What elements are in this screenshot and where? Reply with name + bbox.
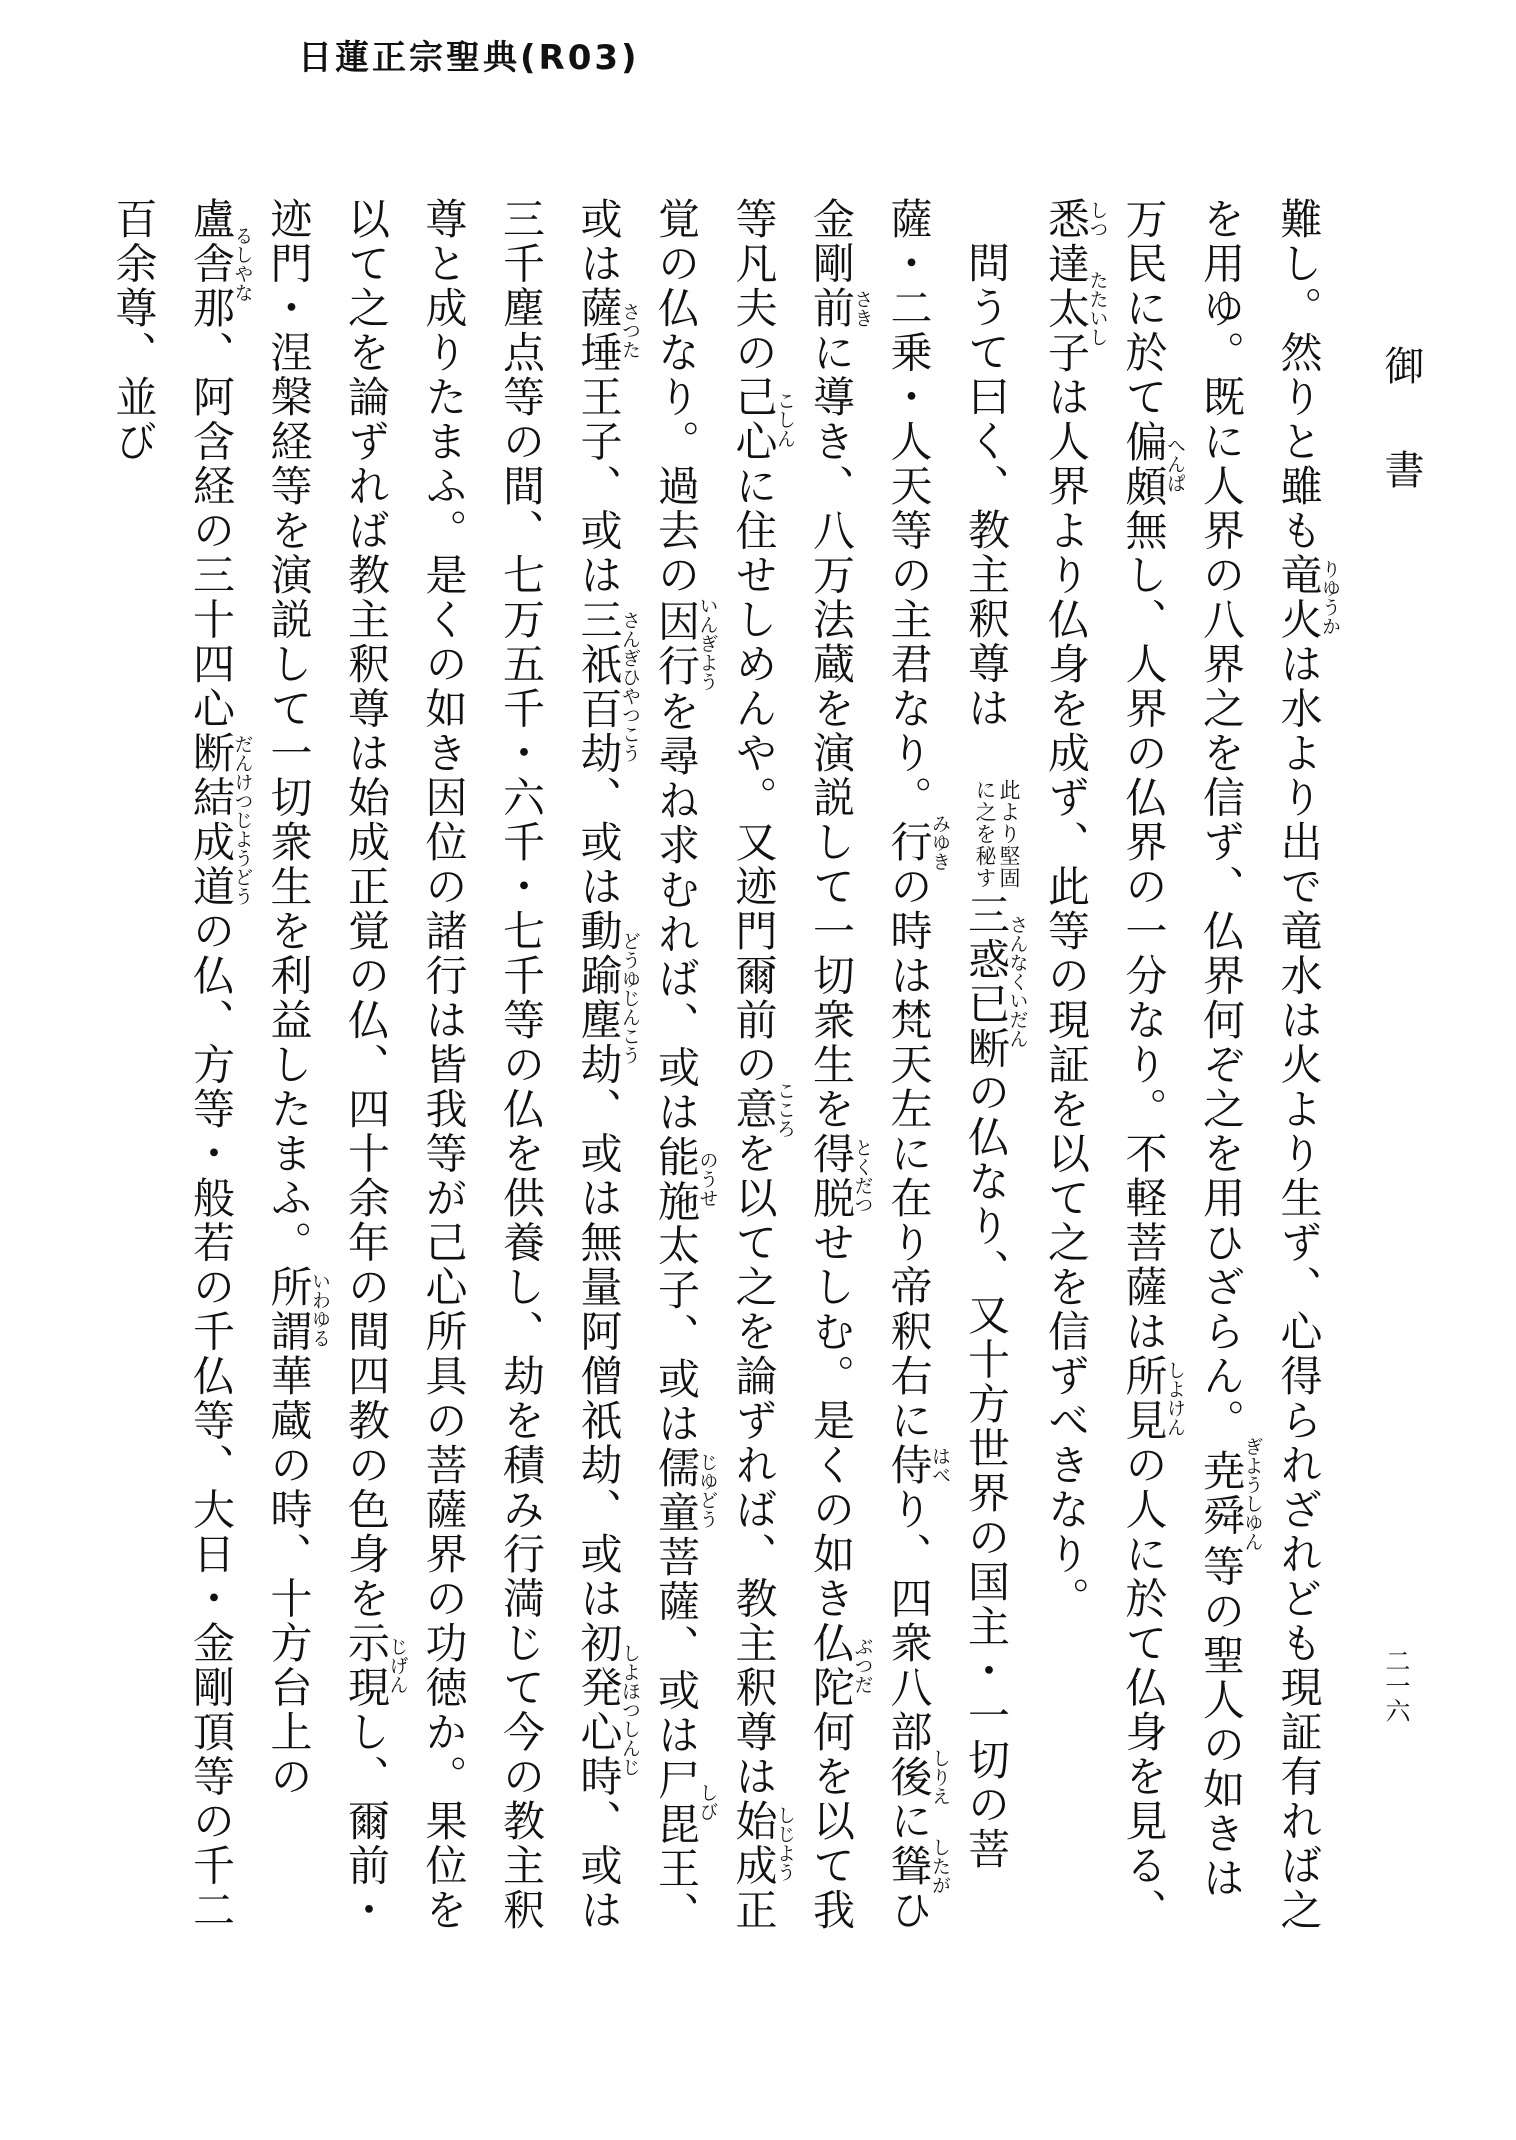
ruby-annotated-word: 三祇百劫さんぎひやつこう [574,597,641,776]
ruby-annotated-word: 尸毘しび [652,1757,719,1847]
ruby-annotated-word: 行みゆき [884,813,951,871]
ruby-annotated-word: 動踰塵劫どうゆじんこう [574,909,641,1087]
ruby-annotated-word: 達太子たたいし [1042,241,1109,375]
ruby-annotated-word: 尭舜ぎようしゆん [1197,1436,1264,1551]
ruby-annotated-word: 悉しつ [1042,197,1109,242]
ruby-annotated-word: 儒童じゆどう [652,1446,719,1535]
ruby-annotated-word: 所謂いわゆる [264,1265,331,1354]
ruby-annotated-word: 示現じげん [342,1621,409,1710]
ruby-annotated-word: 断結成道だんけつじようどう [187,731,254,909]
page-header-title: 日蓮正宗聖典(R03) [298,38,640,78]
ruby-annotated-word: 前さき [807,286,874,331]
paragraph: 問うて曰く、教主釈尊は 此より堅固 に之を秘す 三惑已断さんなくいだんの仏なり、又十方世界の国主・一切の菩薩・二乗・人天等の主君なり。行みゆきの時は梵天左に在り帝釈右に侍はべり、四衆八部後しりえに聳したがひ金剛前さきに導き、八万法蔵を演説して一切衆生を得脱とくだつせしむ。是くの如き仏陀ぶつだ何を以て我等凡夫の己心こしんに住せしめんや。又迹門爾前の意こころを以て之を論ずれば、教主釈尊は始成しじよう正覚の仏なり。過去の因行いんぎようを尋ね求むれば、或は能施のうせ太子、或は儒童じゆどう菩薩、或は尸毘しび王、或は薩埵さつた王子、或は三祇百劫さんぎひやつこう、或は動踰塵劫どうゆじんこう、或は無量阿僧祇劫、或は初発心時しよほつしんじ、或は三千塵点等の間、七万五千・六千・七千等の仏を供養し、劫を積み行満じて今の教主釈尊と成りたまふ。是くの如き因位の諸行は皆我等が己心所具の菩薩界の功徳か。果位を以て之を論ずれば教主釈尊は始成正覚の仏、四十余年の間四教の色身を示現じげんし、爾前・迹門・涅槃経等を演説して一切衆生を利益したまふ。所謂いわゆる華蔵の時、十方台上の盧舎那るしやな、阿含経の三十四心断結成道だんけつじようどうの仏、方等・般若の千仏等、大日・金剛頂等の千二百余尊、並び [109,197,1029,1936]
ruby-annotated-word: 始成しじよう [729,1799,796,1888]
ruby-annotated-word: 意こころ [729,1080,796,1138]
ruby-annotated-word: 己心こしん [729,375,796,464]
ruby-annotated-word: 後しりえ [884,1748,951,1806]
body-text [95,197,1340,1939]
warichu-line: に之を秘す [973,778,997,889]
ruby-annotated-word: 盧舎那るしやな [187,197,254,331]
ruby-annotated-word: 所見しよけん [1119,1354,1186,1443]
ruby-annotated-word: 三惑已断さんなくいだん [962,892,1029,1071]
ruby-annotated-word: 薩埵さつた [574,286,641,375]
paragraph: 難し。然りと雖も竜火りゆうかは水より出で竜水は火より生ず、心得られざれども現証有れば之を用ゆ。既に人界の八界之を信ず、仏界何ぞ之を用ひざらん。尭舜ぎようしゆん等の聖人の如きは万民に於て偏頗へんぱ無し、人界の仏界の一分なり。不軽菩薩は所見しよけんの人に於て仏身を見る、悉しつ達太子たたいしは人界より仏身を成ず、此等の現証を以て之を信ずべきなり。 [1042,197,1341,1933]
ruby-annotated-word: 得脱とくだつ [807,1131,874,1221]
ruby-annotated-word: 能施のうせ [652,1134,719,1224]
ruby-annotated-word: 聳したが [884,1837,951,1895]
warichu-inline-note [973,735,1021,889]
margin-label-gosho: 御書 [1378,345,1424,553]
ruby-annotated-word: 侍はべ [884,1443,951,1488]
ruby-annotated-word: 因行いんぎよう [652,596,719,691]
ruby-annotated-word: 初発心時しよほつしんじ [574,1621,641,1799]
ruby-annotated-word: 仏陀ぶつだ [807,1621,874,1710]
ruby-annotated-word: 竜火りゆうか [1274,553,1341,642]
warichu-line: 此より堅固 [997,778,1021,889]
page-number: 二一六 [1382,1648,1411,1723]
ruby-annotated-word: 偏頗へんぱ [1119,419,1186,509]
